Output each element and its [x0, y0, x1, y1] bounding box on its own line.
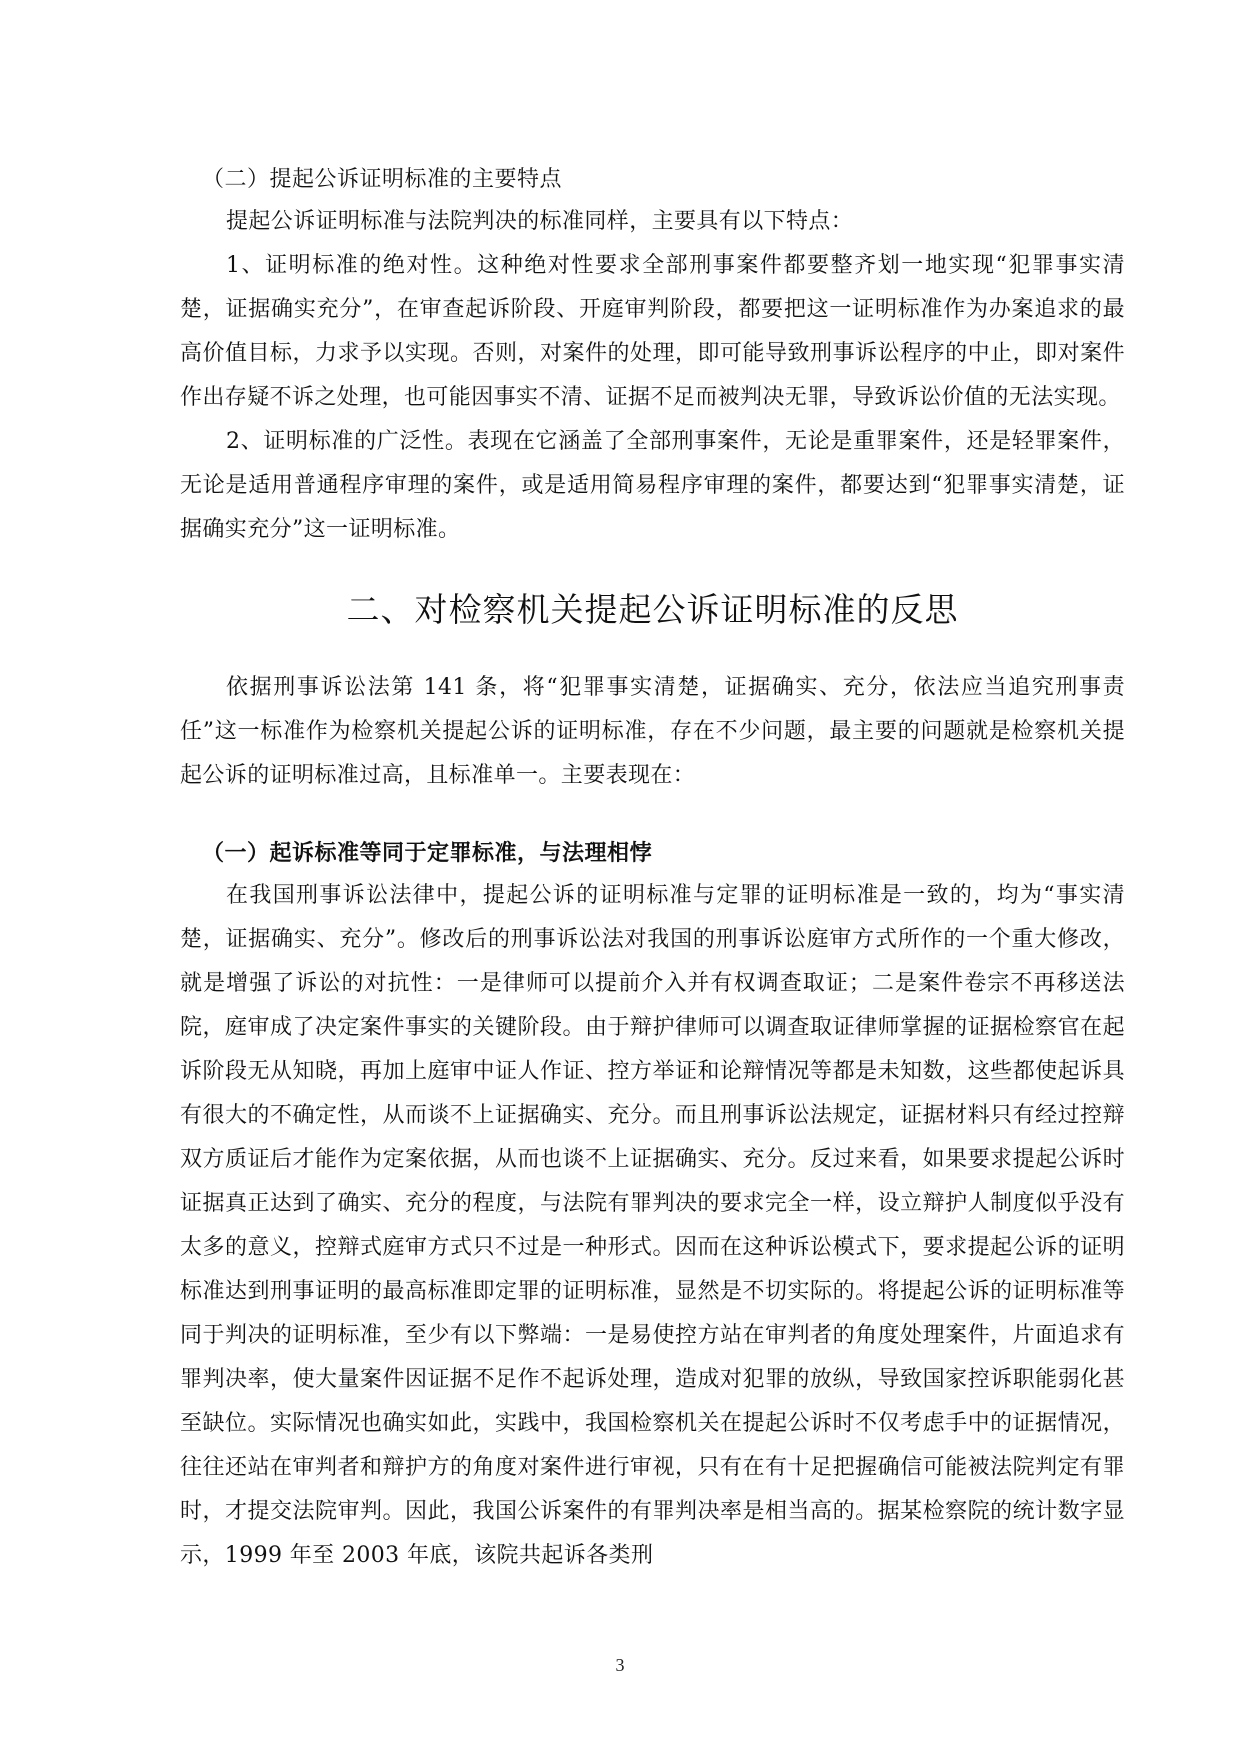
paragraph-standard-analysis: 在我国刑事诉讼法律中，提起公诉的证明标准与定罪的证明标准是一致的，均为“事实清楚，证据确实、充分”。修改后的刑事诉讼法对我国的刑事诉讼庭审方式所作的一个重大修改，就是增强了诉讼的对抗性：一是律师可以提前介入并有权调查取证；二是案件卷宗不再移送法院，庭审成了决定案件事实的关键阶段。由于辩护律师可以调查取证律师掌握的证据检察官在起诉阶段无从知晓，再加上庭审中证人作证、控方举证和论辩情况等都是未知数，这些都使起诉具有很大的不确定性，从而谈不上证据确实、充分。而且刑事诉讼法规定，证据材料只有经过控辩双方质证后才能作为定案依据，从而也谈不上证据确实、充分。反过来看，如果要求提起公诉时证据真正达到了确实、充分的程度，与法院有罪判决的要求完全一样，设立辩护人制度似乎没有太多的意义，控辩式庭审方式只不过是一种形式。因而在这种诉讼模式下，要求提起公诉的证明标准达到刑事证明的最高标准即定罪的证明标准，显然是不切实际的。将提起公诉的证明标准等同于判决的证明标准，至少有以下弊端：一是易使控方站在审判者的角度处理案件，片面追求有罪判决率，使大量案件因证据不足作不起诉处理，造成对犯罪的放纵，导致国家控诉职能弱化甚至缺位。实际情况也确实如此，实践中，我国检察机关在提起公诉时不仅考虑手中的证据情况，往往还站在审判者和辩护方的角度对案件进行审视，只有在有十足把握确信可能被法院判定有罪时，才提交法院审判。因此，我国公诉案件的有罪判决率是相当高的。据某检察院的统计数字显示，1999 年至 2003 年底，该院共起诉各类刑 — [180, 883, 1125, 1568]
paragraph-universality: 2、证明标准的广泛性。表现在它涵盖了全部刑事案件，无论是重罪案件，还是轻罪案件，无论是适用普通程序审理的案件，或是适用简易程序审理的案件，都要达到“犯罪事实清楚，证据确实充分”这一证明标准。 — [180, 429, 1125, 542]
page-content — [180, 160, 1125, 1578]
paragraph-intro: 提起公诉证明标准与法院判决的标准同样，主要具有以下特点： — [226, 209, 854, 234]
paragraph-absoluteness: 1、证明标准的绝对性。这种绝对性要求全部刑事案件都要整齐划一地实现“犯罪事实清楚，证据确实充分”，在审查起诉阶段、开庭审判阶段，都要把这一证明标准作为办案追求的最高价值目标，力求予以实现。否则，对案件的处理，即可能导致刑事诉讼程序的中止，即对案件作出存疑不诉之处理，也可能因事实不清、证据不足而被判决无罪，导致诉讼价值的无法实现。 — [180, 253, 1125, 410]
subheading-prosecution-standard: （一）起诉标准等同于定罪标准，与法理相悖 — [202, 841, 653, 866]
section-title-reflection: 二、对检察机关提起公诉证明标准的反思 — [346, 590, 959, 629]
spacer — [180, 798, 1125, 834]
subheading-main-features: （二）提起公诉证明标准的主要特点 — [202, 167, 563, 192]
paragraph-criminal-procedure-law: 依据刑事诉讼法第 141 条，将“犯罪事实清楚，证据确实、充分，依法应当追究刑事责任”这一标准作为检察机关提起公诉的证明标准，存在不少问题，最主要的问题就是检察机关提起公诉的证明标准过高，且标准单一。主要表现在： — [180, 675, 1125, 788]
page-number: 3 — [615, 1655, 625, 1675]
